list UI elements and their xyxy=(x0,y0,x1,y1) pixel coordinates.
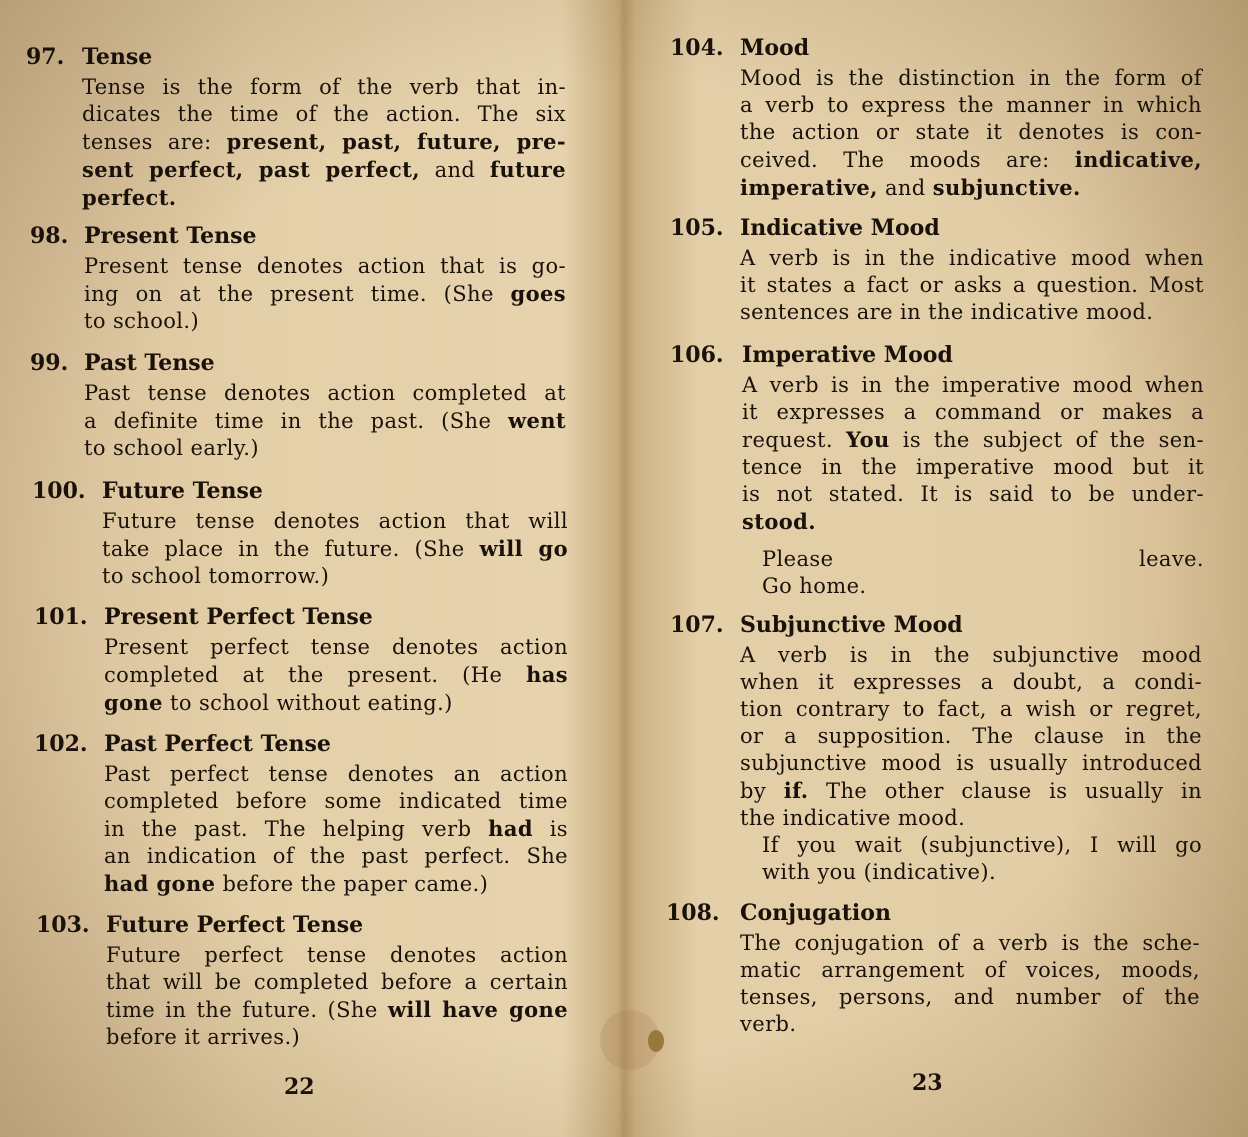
text-line: Past perfect tense denotes an action xyxy=(104,762,568,786)
text-line: to school tomorrow.) xyxy=(102,564,330,588)
text-line: dicates the time of the action. The six xyxy=(82,102,566,126)
entry-body xyxy=(84,380,566,462)
text-line: tenses are: present, past, future, pre- xyxy=(82,129,566,154)
text-line: gone to school without eating.) xyxy=(104,690,453,715)
entry-heading: Mood xyxy=(740,35,810,61)
text-line: an indication of the past perfect. She xyxy=(104,844,568,868)
entry-101 xyxy=(34,604,568,717)
entry-100 xyxy=(32,478,568,590)
entry-body xyxy=(740,245,1204,326)
text-line: completed at the present. (He has xyxy=(104,662,568,687)
text-line: a verb to express the manner in which xyxy=(740,93,1202,117)
entry-102 xyxy=(34,731,568,898)
text-line: sent perfect, past perfect, and future xyxy=(82,157,566,182)
entry-107 xyxy=(670,612,1202,886)
entry-number: 103. xyxy=(36,912,90,938)
entry-104 xyxy=(670,35,1202,202)
text-line: it states a fact or asks a question. Most xyxy=(740,273,1204,297)
entry-body xyxy=(740,65,1202,202)
entry-heading: Present Tense xyxy=(84,223,257,249)
entry-heading: Future Tense xyxy=(102,478,263,504)
entry-98 xyxy=(30,223,566,335)
text-line: in the past. The helping verb had is xyxy=(104,816,568,841)
text-line: Mood is the distinction in the form of xyxy=(740,66,1202,90)
entry-body xyxy=(742,372,1204,536)
entry-heading: Tense xyxy=(82,44,153,70)
entry-body xyxy=(104,634,568,717)
text-line: Present perfect tense denotes action xyxy=(104,635,568,659)
text-line: tion contrary to fact, a wish or regret, xyxy=(740,697,1202,721)
text-line: a definite time in the past. (She went xyxy=(84,408,566,433)
entry-heading: Conjugation xyxy=(740,900,891,926)
entry-examples xyxy=(762,832,1202,886)
entry-108 xyxy=(666,900,1200,1038)
entry-body xyxy=(740,930,1200,1038)
entry-103 xyxy=(36,912,568,1051)
page-number: 22 xyxy=(284,1074,315,1100)
text-line: imperative, and subjunctive. xyxy=(740,175,1081,200)
text-line: tenses, persons, and number of the xyxy=(740,985,1200,1009)
entry-number: 106. xyxy=(670,342,724,368)
text-line: that will be completed before a certain xyxy=(106,970,568,994)
entry-examples xyxy=(762,546,1204,600)
text-line: ing on at the present time. (She goes xyxy=(84,281,566,306)
entry-97 xyxy=(26,44,566,212)
text-line: Tense is the form of the verb that in- xyxy=(82,75,566,99)
text-line: the action or state it denotes is con- xyxy=(740,120,1202,144)
text-line: A verb is in the indicative mood when xyxy=(740,246,1204,270)
text-line: the indicative mood. xyxy=(740,806,966,830)
text-line: before it arrives.) xyxy=(106,1025,301,1049)
text-line: is not stated. It is said to be under- xyxy=(742,482,1204,506)
entry-number: 108. xyxy=(666,900,720,926)
text-line: with you (indicative). xyxy=(762,860,997,884)
text-line: Future perfect tense denotes action xyxy=(106,943,568,967)
text-line: A verb is in the imperative mood when xyxy=(742,373,1204,397)
text-line: to school.) xyxy=(84,309,200,333)
text-line: to school early.) xyxy=(84,436,259,460)
text-line: completed before some indicated time xyxy=(104,789,568,813)
text-line: If you wait (subjunctive), I will go xyxy=(762,833,1202,857)
entry-body xyxy=(102,508,568,590)
right-page xyxy=(624,0,1248,1137)
entry-heading: Past Perfect Tense xyxy=(104,731,331,757)
text-line: A verb is in the subjunctive mood xyxy=(740,643,1202,667)
text-line: request. You is the subject of the sen- xyxy=(742,427,1204,452)
entry-body xyxy=(104,761,568,898)
text-line: Please leave. xyxy=(762,547,1204,571)
text-line: had gone before the paper came.) xyxy=(104,871,489,896)
text-line: Present tense denotes action that is go- xyxy=(84,254,566,278)
text-line: Future tense denotes action that will xyxy=(102,509,568,533)
text-line: tence in the imperative mood but it xyxy=(742,455,1204,479)
entry-number: 99. xyxy=(30,350,69,376)
text-line: perfect. xyxy=(82,185,177,210)
entry-heading: Future Perfect Tense xyxy=(106,912,364,938)
text-line: Past tense denotes action completed at xyxy=(84,381,566,405)
entry-106 xyxy=(670,342,1204,600)
entry-heading: Subjunctive Mood xyxy=(740,612,963,638)
page-number: 23 xyxy=(912,1070,943,1096)
entry-99 xyxy=(30,350,566,462)
text-line: it expresses a command or makes a xyxy=(742,400,1204,424)
paper-stain xyxy=(600,1010,660,1070)
entry-number: 107. xyxy=(670,612,724,638)
entry-number: 102. xyxy=(34,731,88,757)
entry-number: 98. xyxy=(30,223,69,249)
entry-number: 97. xyxy=(26,44,65,70)
entry-body xyxy=(84,253,566,335)
entry-heading: Present Perfect Tense xyxy=(104,604,373,630)
text-line: matic arrangement of voices, moods, xyxy=(740,958,1200,982)
text-line: when it expresses a doubt, a condi- xyxy=(740,670,1202,694)
text-line: sentences are in the indicative mood. xyxy=(740,300,1154,324)
entry-105 xyxy=(670,215,1204,326)
entry-number: 101. xyxy=(34,604,88,630)
text-line: or a supposition. The clause in the xyxy=(740,724,1202,748)
entry-body xyxy=(106,942,568,1051)
text-line: subjunctive mood is usually introduced xyxy=(740,751,1202,775)
entry-heading: Indicative Mood xyxy=(740,215,940,241)
text-line: The conjugation of a verb is the sche- xyxy=(740,931,1200,955)
text-line: ceived. The moods are: indicative, xyxy=(740,147,1202,172)
text-line: by if. The other clause is usually in xyxy=(740,778,1203,803)
entry-body xyxy=(726,642,1202,832)
entry-number: 100. xyxy=(32,478,86,504)
text-line: stood. xyxy=(742,509,816,534)
entry-number: 104. xyxy=(670,35,724,61)
text-line: Go home. xyxy=(762,574,867,598)
entry-body xyxy=(82,74,566,212)
entry-heading: Imperative Mood xyxy=(742,342,953,368)
left-page xyxy=(0,0,620,1137)
text-line: verb. xyxy=(740,1012,797,1036)
entry-number: 105. xyxy=(670,215,724,241)
entry-heading: Past Tense xyxy=(84,350,215,376)
text-line: take place in the future. (She will go xyxy=(102,536,569,561)
text-line: time in the future. (She will have gone xyxy=(106,997,568,1022)
